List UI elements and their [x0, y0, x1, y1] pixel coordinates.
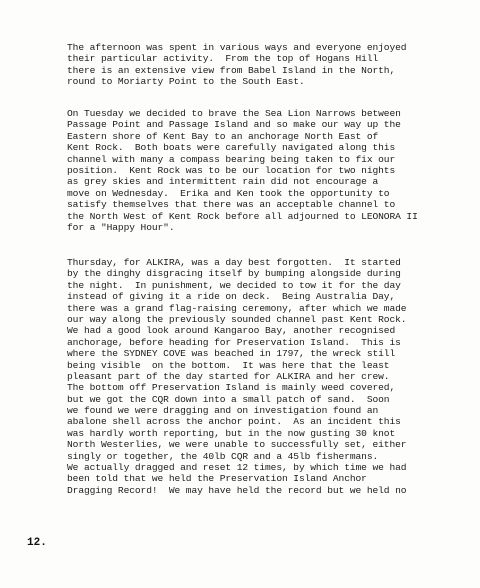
text-line: channel with many a compass bearing being taken to fix our: [67, 153, 396, 165]
text-line: North Westerlies, we were unable to successfully set, either: [67, 439, 407, 451]
text-line: We actually dragged and reset 12 times, by which time we had: [67, 462, 407, 474]
text-line: been told that we held the Preservation Island Anchor: [67, 473, 367, 485]
page-number: 12.: [27, 537, 47, 549]
text-line: we found we were dragging and on investigation found an: [67, 405, 379, 417]
text-line: our way along the previously sounded channel past Kent Rock.: [67, 313, 407, 325]
text-line: Thursday, for ALKIRA, was a day best forgotten. It started: [67, 257, 401, 268]
text-line: Passage Point and Passage Island and so make our way up the: [67, 119, 401, 131]
text-line: by the dinghy disgracing itself by bumping alongside during: [67, 268, 401, 280]
text-line: abalone shell across the anchor point. As an incident this: [67, 416, 401, 428]
text-line: singly or together, the 40lb CQR and a 45lb fishermans.: [67, 450, 379, 462]
text-line: the night. In punishment, we decided to tow it for the day: [67, 279, 401, 291]
text-line: pleasant part of the day started for ALKIRA and her crew.: [67, 370, 390, 382]
text-line: their particular activity. From the top of Hogans Hill: [67, 53, 379, 65]
text-line: there is an extensive view from Babel Island in the North,: [67, 64, 396, 76]
text-line: The bottom off Preservation Island is mainly weed covered,: [67, 382, 396, 394]
text-line: Dragging Record! We may have held the record but we held no: [67, 484, 407, 496]
text-line: On Tuesday we decided to brave the Sea Lion Narrows between: [67, 108, 401, 119]
text-line: for a "Happy Hour".: [67, 221, 175, 233]
text-line: Eastern shore of Kent Bay to an anchorage North East of: [67, 130, 379, 142]
text-line: The afternoon was spent in various ways and everyone enjoyed: [67, 42, 407, 53]
paragraph-tuesday: [67, 108, 463, 233]
paragraph-thursday: [67, 257, 463, 496]
text-line: Kent Rock. Both boats were carefully navigated along this: [67, 142, 396, 154]
text-line: satisfy themselves that there was an acceptable channel to: [67, 199, 396, 211]
text-line: anchorage, before heading for Preservation Island. This is: [67, 336, 401, 348]
text-line: We had a good look around Kangaroo Bay, another recognised: [67, 325, 396, 337]
text-line: but we got the CQR down into a small patch of sand. Soon: [67, 393, 390, 405]
text-line: round to Moriarty Point to the South East.: [67, 76, 305, 88]
text-line: instead of giving it a ride on deck. Being Australia Day,: [67, 291, 396, 303]
text-line: being visible on the bottom. It was here that the least: [67, 359, 390, 371]
text-line: as grey skies and intermittent rain did not encourage a: [67, 176, 379, 188]
text-line: position. Kent Rock was to be our location for two nights: [67, 164, 396, 176]
text-line: was hardly worth reporting, but in the now gusting 30 knot: [67, 427, 396, 439]
text-line: where the SYDNEY COVE was beached in 1797, the wreck still: [67, 348, 396, 360]
paragraph-afternoon: [67, 42, 463, 88]
text-line: there was a grand flag-raising ceremony, after which we made: [67, 302, 407, 314]
text-line: move on Wednesday. Erika and Ken took the opportunity to: [67, 187, 390, 199]
text-line: the North West of Kent Rock before all adjourned to LEONORA II: [67, 210, 418, 222]
